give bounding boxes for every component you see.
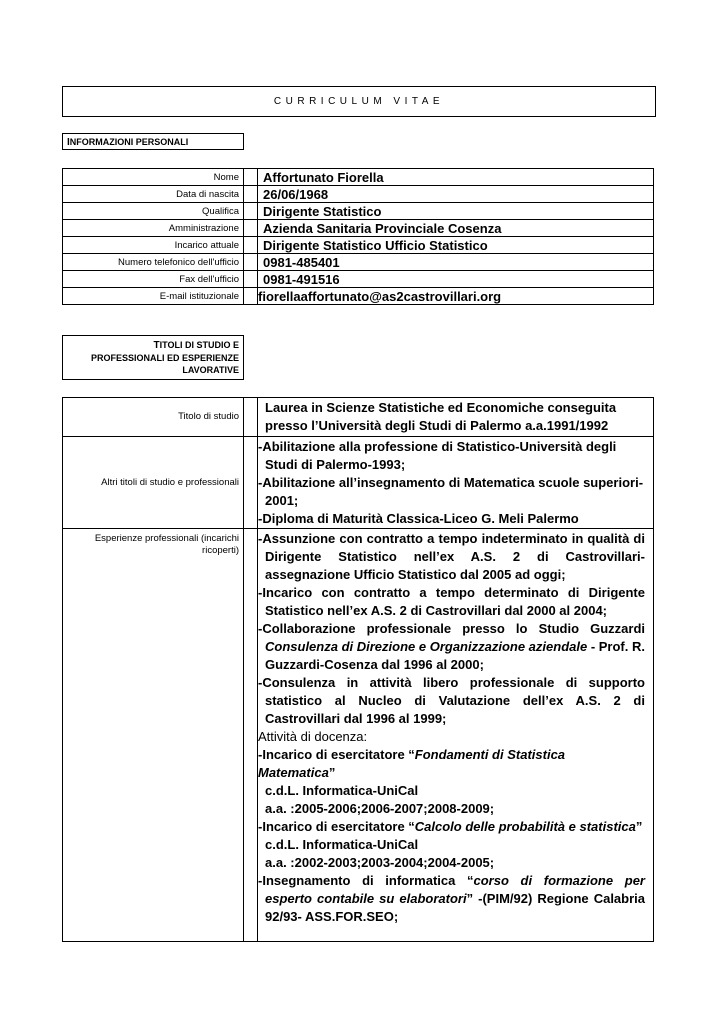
heading-initial: T — [153, 340, 160, 351]
row-label: Altri titoli di studio e professionali — [63, 437, 244, 529]
table-row — [63, 186, 654, 203]
heading-line: LAVORATIVE — [182, 365, 239, 375]
row-label: Nome — [63, 169, 244, 186]
heading-text: NFORMAZIONI PERSONALI — [69, 137, 189, 147]
table-row — [63, 237, 654, 254]
table-row — [63, 254, 654, 271]
row-label: E-mail istituzionale — [63, 288, 244, 305]
table-row — [63, 169, 654, 186]
title-item: 2001; — [265, 493, 299, 508]
email-value: fiorellaaffortunato@as2castrovillari.org — [258, 288, 654, 305]
teaching-item: -Insegnamento di informatica “corso di formazione per esperto contabile su elaboratori” -(PIM/92) Regione Calabria 92/93- ASS.FOR.SEO; — [258, 873, 645, 924]
degree-line: Laurea in Scienze Statistiche ed Economiche conseguita — [265, 400, 617, 415]
heading-line — [67, 339, 239, 352]
experience-item: -Incarico con contratto a tempo determinato di Dirigente Statistico nell’ex A.S. 2 di Castrovillari dal 2000 al 2004; — [258, 585, 645, 618]
row-label: Titolo di studio — [63, 398, 244, 437]
degree-line: presso l’Università degli Studi di Palermo a.a.1991/1992 — [265, 418, 609, 433]
table-row — [63, 529, 654, 942]
section-heading-personal-info — [62, 133, 244, 150]
teaching-detail: c.d.L. Informatica-UniCal — [265, 783, 419, 798]
row-value: Dirigente Statistico Ufficio Statistico — [258, 237, 654, 254]
row-label: Incarico attuale — [63, 237, 244, 254]
row-label: Numero telefonico dell'ufficio — [63, 254, 244, 271]
teaching-detail: a.a. :2005-2006;2006-2007;2008-2009; — [265, 801, 495, 816]
experience-value — [258, 529, 654, 942]
degree-value — [258, 398, 654, 437]
row-value: Dirigente Statistico — [258, 203, 654, 220]
row-label: Fax dell'ufficio — [63, 271, 244, 288]
label-line: Esperienze professionali (incarichi — [94, 533, 239, 544]
title-item: -Abilitazione alla professione di Statistico-Università degli — [258, 439, 617, 454]
teaching-item: -Incarico di esercitatore “Fondamenti di Statistica Matematica” — [258, 747, 566, 780]
experience-item: -Collaborazione professionale presso lo Studio Guzzardi Consulenza di Direzione e Organizzazione aziendale - Prof. R. Guzzardi-Cosenza dal 1996 al 2000; — [258, 621, 645, 672]
experience-item: -Consulenza in attività libero professionale di supporto statistico al Nucleo di Valutazione dell’ex A.S. 2 di Castrovillari dal 1996 al 1999; — [258, 675, 645, 726]
table-row — [63, 220, 654, 237]
teaching-item: -Incarico di esercitatore “Calcolo delle probabilità e statistica” — [258, 819, 643, 834]
row-label: Amministrazione — [63, 220, 244, 237]
row-value: 0981-491516 — [258, 271, 654, 288]
row-value: Azienda Sanitaria Provinciale Cosenza — [258, 220, 654, 237]
title-item: -Abilitazione all’insegnamento di Matematica scuole superiori- — [258, 475, 644, 490]
titles-experience-table — [62, 397, 654, 942]
experience-item: -Assunzione con contratto a tempo indeterminato in qualità di Dirigente Statistico nell’ex A.S. 2 di Castrovillari-assegnazione Ufficio Statistico dal 2005 ad oggi; — [258, 531, 645, 582]
row-label: Data di nascita — [63, 186, 244, 203]
teaching-label: Attività di docenza: — [258, 729, 368, 744]
table-row — [63, 271, 654, 288]
table-row — [63, 437, 654, 529]
table-row — [63, 203, 654, 220]
teaching-detail: c.d.L. Informatica-UniCal — [265, 837, 419, 852]
other-titles-value — [258, 437, 654, 529]
title-item: Studi di Palermo-1993; — [265, 457, 406, 472]
document-title-box — [62, 86, 656, 117]
row-value: 0981-485401 — [258, 254, 654, 271]
row-label: Qualifica — [63, 203, 244, 220]
heading-line: PROFESSIONALI ED ESPERIENZE — [90, 353, 239, 363]
row-value: Affortunato Fiorella — [258, 169, 654, 186]
heading-initial: I — [67, 137, 70, 148]
table-row — [63, 288, 654, 305]
personal-info-table — [62, 168, 654, 305]
document-title: CURRICULUM VITAE — [273, 96, 445, 107]
title-item: -Diploma di Maturità Classica-Liceo G. Meli Palermo — [258, 511, 579, 526]
table-row — [63, 398, 654, 437]
row-label — [63, 529, 244, 942]
heading-text: ITOLI DI STUDIO E — [159, 340, 239, 350]
teaching-detail: a.a. :2002-2003;2003-2004;2004-2005; — [265, 855, 495, 870]
label-line: ricoperti) — [202, 545, 239, 556]
row-value: 26/06/1968 — [258, 186, 654, 203]
section-heading-titles — [62, 335, 244, 380]
